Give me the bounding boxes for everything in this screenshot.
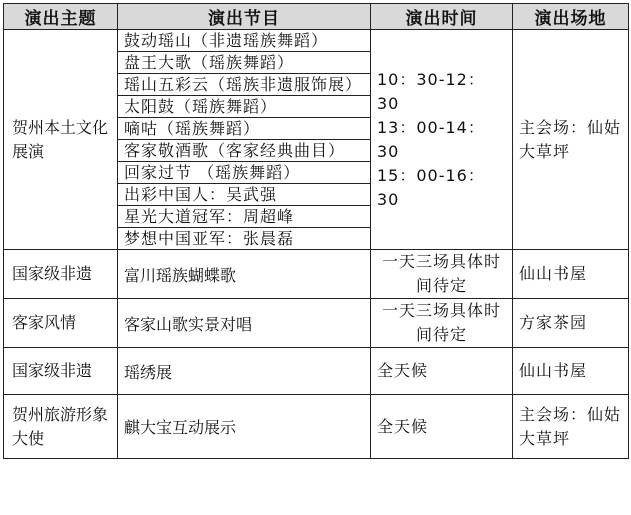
time-cell: 一天三场具体时间待定 <box>371 250 513 299</box>
table-row <box>4 348 629 395</box>
program-cell: 麒大宝互动展示 <box>118 395 371 459</box>
theme-cell: 贺州旅游形象大使 <box>4 395 118 459</box>
program-item: 梦想中国亚军：张晨磊 <box>124 229 295 248</box>
venue-cell: 方家茶园 <box>513 299 629 348</box>
program-item: 瑶山五彩云（瑶族非遗服饰展） <box>118 74 370 96</box>
program-cell: 客家山歌实景对唱 <box>118 299 371 348</box>
header-venue: 演出场地 <box>513 4 629 30</box>
venue-cell: 仙山书屋 <box>513 348 629 395</box>
header-theme: 演出主题 <box>4 4 118 30</box>
venue-cell: 主会场：仙姑大草坪 <box>513 30 629 250</box>
program-item: 嘀咕（瑶族舞蹈） <box>118 118 370 140</box>
program-cell: 瑶绣展 <box>118 348 371 395</box>
table-row <box>4 299 629 348</box>
table-row <box>4 395 629 459</box>
program-list-cell <box>118 30 371 250</box>
program-item: 回家过节 （瑶族舞蹈） <box>118 162 370 184</box>
time-cell <box>371 30 513 250</box>
table-row <box>4 250 629 299</box>
time-cell: 全天候 <box>371 395 513 459</box>
program-item: 鼓动瑶山（非遗瑶族舞蹈） <box>118 30 370 52</box>
time-slot: 10：30-12：30 <box>377 69 485 113</box>
theme-cell: 国家级非遗 <box>4 250 118 299</box>
venue-cell: 主会场：仙姑大草坪 <box>513 395 629 459</box>
time-cell: 一天三场具体时间待定 <box>371 299 513 348</box>
theme-cell: 客家风情 <box>4 299 118 348</box>
program-item: 出彩中国人：吴武强 <box>118 184 370 206</box>
header-program: 演出节目 <box>118 4 371 30</box>
program-item: 太阳鼓（瑶族舞蹈） <box>118 96 370 118</box>
time-cell: 全天候 <box>371 348 513 395</box>
program-item: 星光大道冠军：周超峰 <box>118 206 370 228</box>
theme-cell: 贺州本土文化展演 <box>4 30 118 250</box>
header-row <box>4 4 629 30</box>
table-row-group1 <box>4 30 629 250</box>
venue-cell: 仙山书屋 <box>513 250 629 299</box>
program-item: 客家敬酒歌（客家经典曲目） <box>118 140 370 162</box>
schedule-table <box>3 3 629 459</box>
program-item: 盘王大歌（瑶族舞蹈） <box>118 52 370 74</box>
time-slot: 15：00-16：30 <box>377 165 485 209</box>
theme-cell: 国家级非遗 <box>4 348 118 395</box>
program-cell: 富川瑶族蝴蝶歌 <box>118 250 371 299</box>
time-slot: 13：00-14：30 <box>377 117 485 161</box>
header-time: 演出时间 <box>371 4 513 30</box>
